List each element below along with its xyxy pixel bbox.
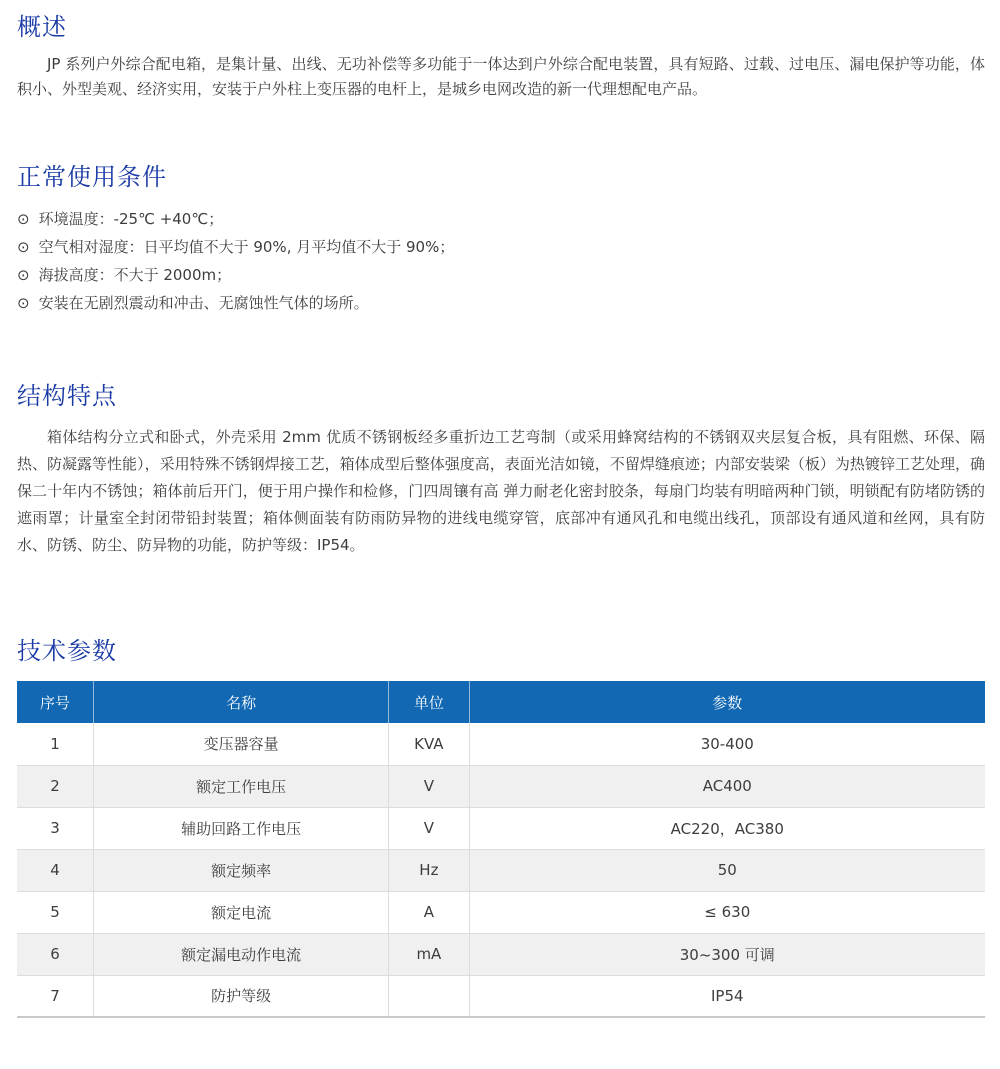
section-structure-features	[17, 381, 985, 559]
table-row	[17, 849, 985, 891]
column-header-value: 参数	[469, 681, 985, 723]
param-value: AC400	[469, 765, 985, 807]
structure-features-section-title: 结构特点	[17, 382, 117, 410]
param-value: 30-400	[700, 734, 754, 753]
param-unit: Hz	[389, 849, 469, 891]
param-unit: V	[389, 807, 469, 849]
list-item-text: 空气相对湿度：日平均值不大于 90%, 月平均值不大于 90%；	[38, 238, 455, 256]
param-value: IP54	[469, 975, 985, 1017]
column-header-name: 名称	[93, 681, 388, 723]
param-index: 1	[17, 723, 93, 765]
param-unit: mA	[389, 933, 469, 975]
param-value: ≤ 630	[469, 891, 985, 933]
tech-params-section-title: 技术参数	[17, 637, 117, 665]
column-header-index: 序号	[17, 681, 93, 723]
table-row	[17, 891, 985, 933]
param-value: AC220，AC380	[469, 807, 985, 849]
column-header-unit: 单位	[389, 681, 469, 723]
param-unit	[389, 975, 469, 1017]
list-item-text: 安装在无剧烈震动和冲击、无腐蚀性气体的场所。	[38, 294, 369, 312]
list-item-text: 环境温度：-25℃ +40℃；	[38, 210, 224, 228]
table-row	[17, 975, 985, 1017]
overview-paragraph: JP 系列户外综合配电箱，是集计量、出线、无功补偿等多功能于一体达到户外综合配电装置，具有短路、过载、过电压、漏电保护等功能，体积小、外型美观、经济实用，安装于户外柱上变压器的电杆上，是城乡电网改造的新一代理想配电产品。	[17, 55, 985, 98]
usage-conditions-list	[17, 205, 985, 317]
circled-dot-bullet-icon: ⊙	[17, 210, 30, 228]
tech-params-table	[17, 681, 985, 1018]
param-unit: V	[389, 765, 469, 807]
circled-dot-bullet-icon: ⊙	[17, 266, 30, 284]
circled-dot-bullet-icon: ⊙	[17, 294, 30, 312]
param-name: 辅助回路工作电压	[93, 807, 388, 849]
param-name: 防护等级	[93, 975, 388, 1017]
list-item-text: 海拔高度：不大于 2000m；	[38, 266, 232, 284]
section-usage-conditions	[17, 162, 985, 317]
param-index: 3	[17, 807, 93, 849]
param-index: 2	[17, 765, 93, 807]
section-overview	[17, 12, 985, 102]
circled-dot-bullet-icon: ⊙	[17, 238, 30, 256]
list-item	[17, 233, 985, 261]
param-unit: KVA	[389, 723, 469, 765]
table-header-row	[17, 681, 985, 723]
param-value: 30~300 可调	[469, 933, 985, 975]
param-name: 额定电流	[93, 891, 388, 933]
param-value: 50	[469, 849, 985, 891]
section-tech-params	[17, 636, 985, 1018]
param-name: 额定漏电动作电流	[93, 933, 388, 975]
structure-features-paragraph: 箱体结构分立式和卧式，外壳采用 2mm 优质不锈钢板经多重折边工艺弯制（或采用蜂窝结构的不锈钢双夹层复合板，具有阻燃、环保、隔热、防凝露等性能），采用特殊不锈钢焊接工艺，箱体成型后整体强度高，表面光洁如镜，不留焊缝痕迹；内部安装梁（板）为热镀锌工艺处理，确保二十年内不锈蚀；箱体前后开门，便于用户操作和检修，门四周镶有高 弹力耐老化密封胶条，每扇门均装有明暗两种门锁，明锁配有防堵防锈的遮雨罩；计量室全封闭带铅封装置；箱体侧面装有防雨防异物的进线电缆穿管，底部冲有通风孔和电缆出线孔，顶部设有通风道和丝网，具有防水、防锈、防尘、防异物的功能，防护等级：IP54。	[17, 428, 985, 554]
usage-conditions-section-title: 正常使用条件	[17, 163, 167, 191]
param-name: 额定工作电压	[93, 765, 388, 807]
table-row	[17, 933, 985, 975]
param-name: 额定频率	[93, 849, 388, 891]
param-index: 4	[17, 849, 93, 891]
param-name: 变压器容量	[93, 723, 388, 765]
overview-section-title: 概述	[17, 13, 67, 41]
param-index: 7	[17, 975, 93, 1017]
list-item	[17, 205, 985, 233]
table-row	[17, 723, 985, 765]
param-index: 6	[17, 933, 93, 975]
table-row	[17, 807, 985, 849]
table-row	[17, 765, 985, 807]
list-item	[17, 261, 985, 289]
param-unit: A	[389, 891, 469, 933]
list-item	[17, 289, 985, 317]
param-index: 5	[17, 891, 93, 933]
